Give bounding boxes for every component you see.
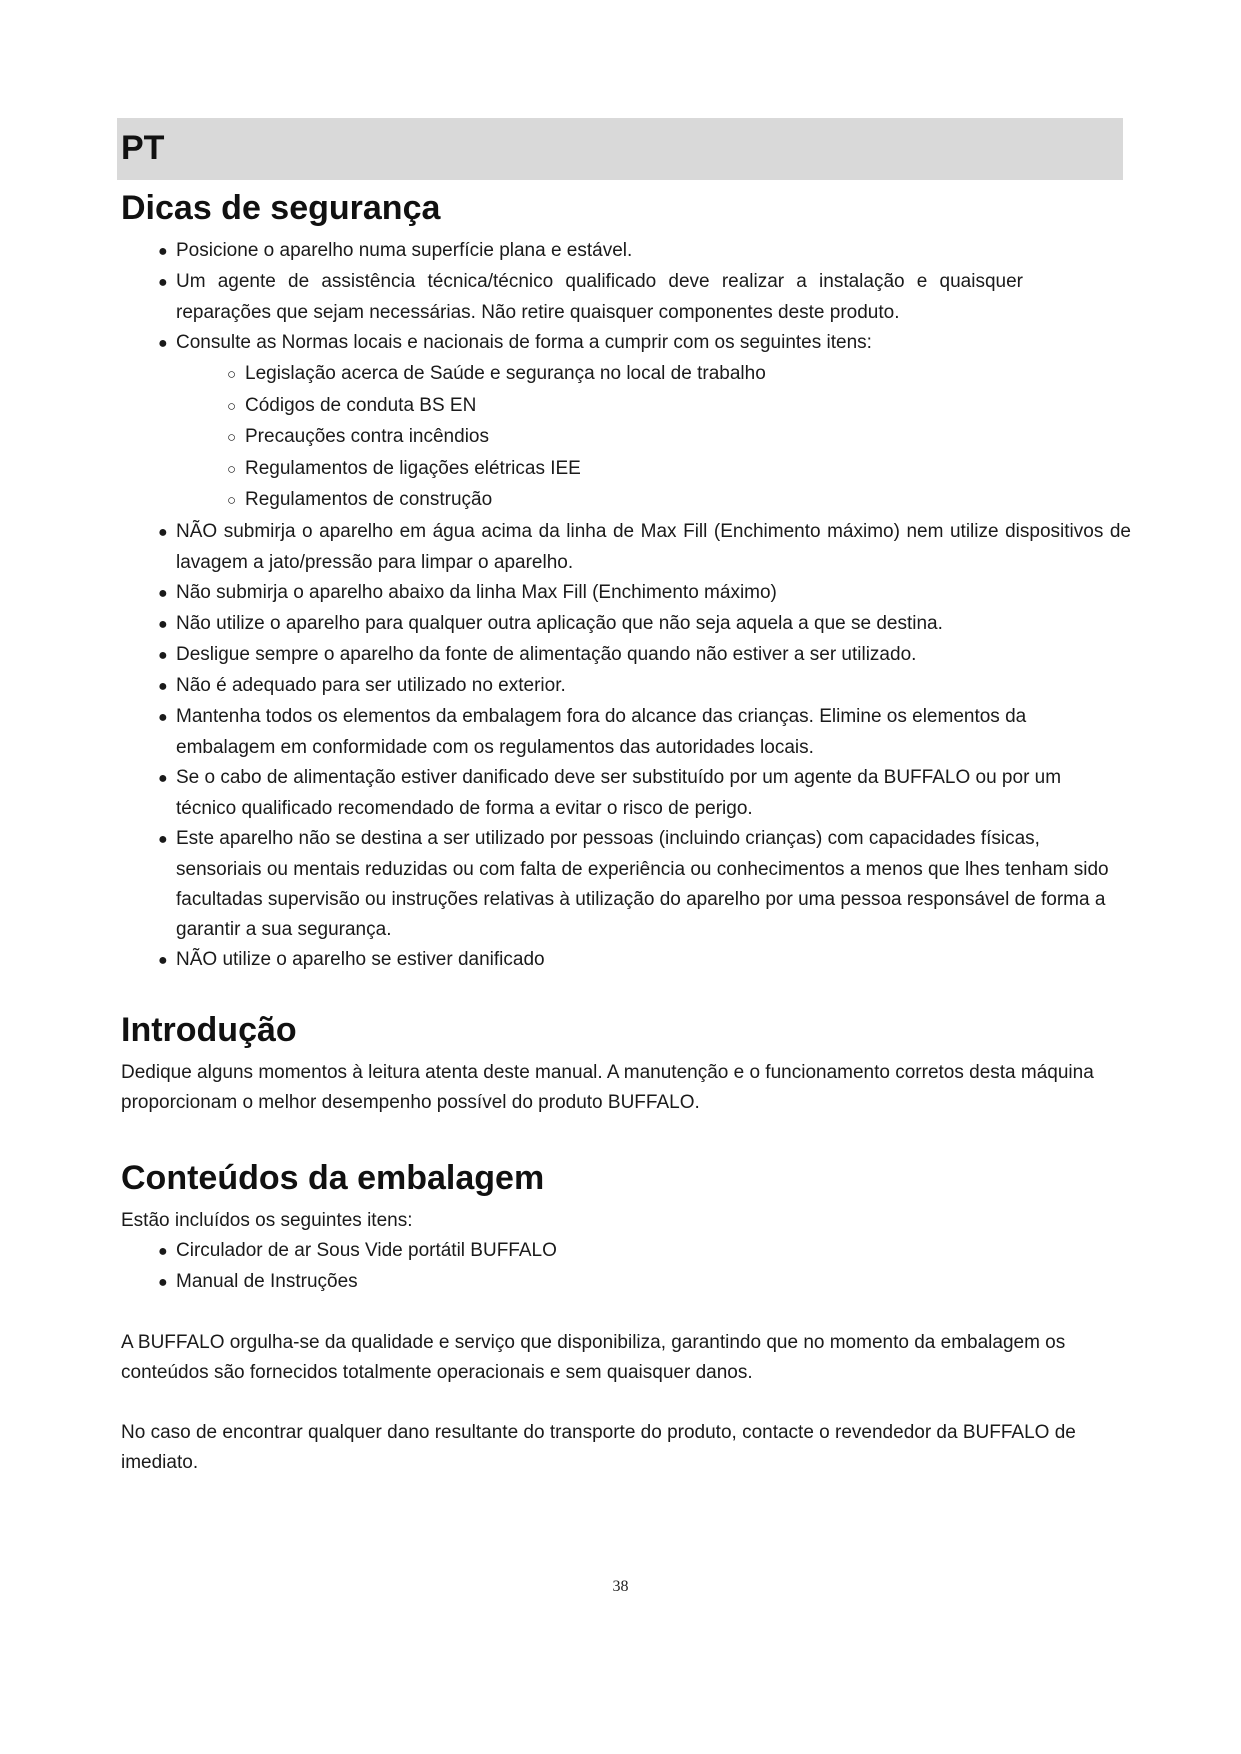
circle-bullet-icon: ○ <box>227 429 237 446</box>
list-item: ● Circulador de ar Sous Vide portátil BUFFALO <box>121 1236 1131 1267</box>
contents-title: Conteúdos da embalagem <box>121 1158 545 1197</box>
bullet-icon: ● <box>158 951 168 969</box>
list-item: ● Não é adequado para ser utilizado no exterior. <box>121 671 1131 702</box>
bullet-icon: ● <box>158 1273 168 1291</box>
language-code: PT <box>121 129 165 167</box>
quality-paragraph: A BUFFALO orgulha-se da qualidade e serviço que disponibiliza, garantindo que no momento da embalagem os conteúdos são fornecidos totalmente operacionais e sem quaisquer danos. <box>121 1331 1066 1383</box>
list-item: ● Posicione o aparelho numa superfície plana e estável. <box>121 236 1131 267</box>
list-item: ● NÃO utilize o aparelho se estiver danificado <box>121 945 1131 976</box>
standards-sublist <box>121 359 1131 517</box>
bullet-icon: ● <box>158 830 168 848</box>
list-item: ● Consulte as Normas locais e nacionais de forma a cumprir com os seguintes itens: <box>121 328 1131 359</box>
circle-bullet-icon: ○ <box>227 460 237 478</box>
sublist-item: ○ Precauções contra incêndios <box>121 422 1131 454</box>
bullet-icon: ● <box>158 335 168 352</box>
list-item: ● Manual de Instruções <box>121 1267 1131 1298</box>
circle-bullet-icon: ○ <box>227 492 237 509</box>
bullet-icon: ● <box>158 523 168 541</box>
bullet-icon: ● <box>158 584 168 602</box>
list-item: ● Desligue sempre o aparelho da fonte de alimentação quando não estiver a ser utilizado. <box>121 640 1131 671</box>
bullet-icon: ● <box>158 708 168 726</box>
sublist-item: ○ Legislação acerca de Saúde e segurança no local de trabalho <box>121 359 1131 391</box>
bullet-icon: ● <box>158 615 168 633</box>
safety-list <box>121 236 1131 359</box>
damage-paragraph: No caso de encontrar qualquer dano resultante do transporte do produto, contacte o revendedor da BUFFALO de imediato. <box>121 1421 1076 1473</box>
language-header-bar <box>117 118 1123 180</box>
contents-lead: Estão incluídos os seguintes itens: <box>121 1209 413 1231</box>
contents-list <box>121 1236 1131 1298</box>
list-item: ● Não submirja o aparelho abaixo da linha Max Fill (Enchimento máximo) <box>121 578 1131 609</box>
intro-text: Dedique alguns momentos à leitura atenta deste manual. A manutenção e o funcionamento corretos desta máquina proporcionam o melhor desempenho possível do produto BUFFALO. <box>121 1061 1094 1113</box>
list-item: ● Este aparelho não se destina a ser utilizado por pessoas (incluindo crianças) com capacidades físicas, sensoriais ou mentais reduzidas ou com falta de experiência ou conhecimentos a menos que lhes tenham sido facultadas supervisão ou instruções relativas à utilização do aparelho por uma pessoa responsável de forma a garantir a sua segurança. <box>121 824 1131 945</box>
list-item: ● Um agente de assistência técnica/técnico qualificado deve realizar a instalação e quaisquer reparações que sejam necessárias. Não retire quaisquer componentes deste produto. <box>121 267 1131 328</box>
sublist-item: ○ Regulamentos de ligações elétricas IEE <box>121 454 1131 486</box>
bullet-icon: ● <box>158 646 168 664</box>
intro-title: Introdução <box>121 1010 297 1049</box>
bullet-icon: ● <box>158 769 168 787</box>
bullet-icon: ● <box>158 243 168 260</box>
circle-bullet-icon: ○ <box>227 397 237 415</box>
page-number: 38 <box>612 1578 629 1595</box>
list-item: ● Se o cabo de alimentação estiver danificado deve ser substituído por um agente da BUFFALO ou por um técnico qualificado recomendado de forma a evitar o risco de perigo. <box>121 763 1131 824</box>
list-item: ● Não utilize o aparelho para qualquer outra aplicação que não seja aquela a que se destina. <box>121 609 1131 640</box>
circle-bullet-icon: ○ <box>227 366 237 383</box>
safety-list-continued <box>121 517 1131 976</box>
list-item: ● Mantenha todos os elementos da embalagem fora do alcance das crianças. Elimine os elementos da embalagem em conformidade com os regulamentos das autoridades locais. <box>121 702 1131 763</box>
sublist-item: ○ Regulamentos de construção <box>121 485 1131 517</box>
safety-title: Dicas de segurança <box>121 189 441 227</box>
bullet-icon: ● <box>158 1242 168 1260</box>
sublist-item: ○ Códigos de conduta BS EN <box>121 391 1131 423</box>
bullet-icon: ● <box>158 677 168 695</box>
bullet-icon: ● <box>158 274 168 291</box>
list-item: ● NÃO submirja o aparelho em água acima da linha de Max Fill (Enchimento máximo) nem utilize dispositivos de lavagem a jato/pressão para limpar o aparelho. <box>121 517 1131 578</box>
page-content <box>121 182 1131 1478</box>
